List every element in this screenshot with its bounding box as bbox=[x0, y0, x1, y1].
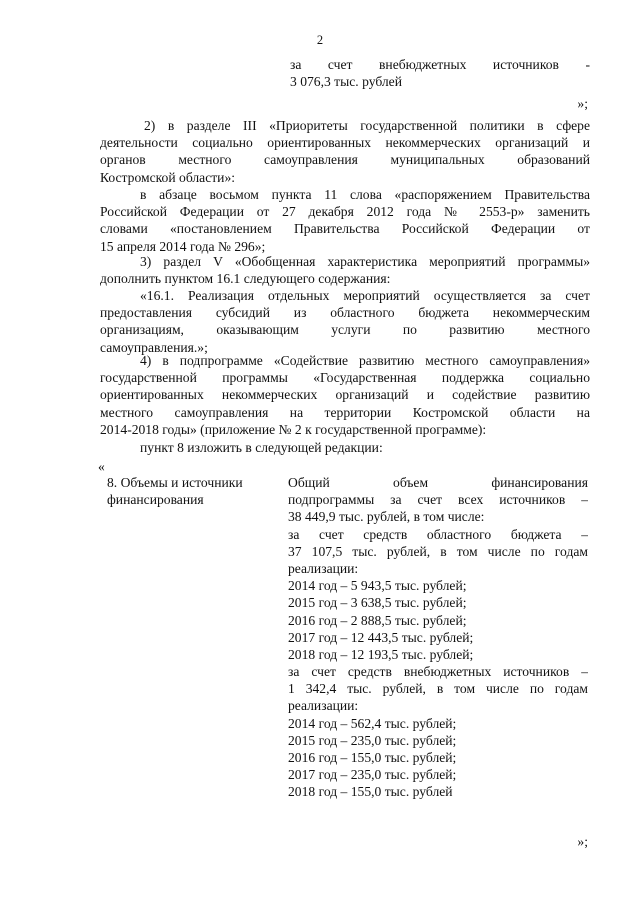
text-line: 2016 год – 155,0 тыс. рублей; bbox=[288, 750, 457, 765]
point-16-1-paragraph bbox=[100, 287, 590, 356]
abzac-paragraph bbox=[100, 186, 590, 255]
text-line: местного самоуправления на территории Костромской области на bbox=[100, 404, 590, 420]
text-line: Российской Федерации от 27 декабря 2012 года № 2553-р» заменить bbox=[100, 204, 590, 220]
opening-quote: « bbox=[98, 459, 105, 474]
closing-quote: »; bbox=[577, 96, 588, 111]
text-line: 2015 год – 235,0 тыс. рублей; bbox=[288, 732, 457, 748]
text-line: 38 449,9 тыс. рублей, в том числе: bbox=[288, 509, 485, 525]
text-line: организациям, оказывающим услуги по развитию местного bbox=[100, 322, 590, 338]
text-line: деятельности социально ориентированных некоммерческих организаций и bbox=[100, 135, 590, 151]
text-line: 3 076,3 тыс. рублей bbox=[290, 74, 402, 90]
text-line: «16.1. Реализация отдельных мероприятий осуществляется за счет bbox=[140, 288, 590, 303]
text-line: 2018 год – 155,0 тыс. рублей bbox=[288, 784, 453, 800]
text-line: 2) в разделе III «Приоритеты государственной политики в сфере bbox=[144, 118, 590, 133]
text-line: 1 342,4 тыс. рублей, в том числе по годам bbox=[288, 681, 588, 697]
text-line: 2015 год – 3 638,5 тыс. рублей; bbox=[288, 595, 467, 611]
text-line: реализации: bbox=[288, 560, 359, 576]
text-line: финансирования bbox=[107, 492, 204, 508]
text-line: 2016 год – 2 888,5 тыс. рублей; bbox=[288, 612, 467, 628]
closing-quote-bottom: »; bbox=[577, 834, 588, 849]
text-line: дополнить пунктом 16.1 следующего содержания: bbox=[100, 271, 391, 287]
top-continuation bbox=[290, 56, 590, 90]
text-line: в абзаце восьмом пункта 11 слова «распоряжением Правительства bbox=[140, 187, 590, 202]
text-line: за счет средств внебюджетных источников – bbox=[288, 664, 588, 680]
text-line: предоставления субсидий из областного бюджета некоммерческим bbox=[100, 305, 590, 321]
text-line: 2017 год – 12 443,5 тыс. рублей; bbox=[288, 629, 474, 645]
text-line: реализации: bbox=[288, 698, 359, 714]
text-line: подпрограммы за счет всех источников – bbox=[288, 492, 588, 508]
text-line: 2017 год – 235,0 тыс. рублей; bbox=[288, 767, 457, 783]
page-number: 2 bbox=[316, 33, 324, 47]
table-left-cell bbox=[107, 474, 277, 508]
text-line: государственной программы «Государственная поддержка социально bbox=[100, 370, 590, 386]
item-3-paragraph bbox=[100, 253, 590, 287]
item-2-paragraph bbox=[100, 117, 590, 186]
text-line: самоуправления.»; bbox=[100, 339, 208, 355]
text-line: 15 апреля 2014 года № 296»; bbox=[100, 238, 266, 254]
text-line: 3) раздел V «Обобщенная характеристика мероприятий программы» bbox=[140, 254, 590, 269]
text-line: за счет внебюджетных источников - bbox=[290, 57, 590, 72]
table-right-cell bbox=[288, 474, 588, 801]
text-line: 4) в подпрограмме «Содействие развитию местного самоуправления» bbox=[140, 353, 590, 368]
text-line: Костромской области»: bbox=[100, 169, 236, 185]
text-line: словами «постановлением Правительства Российской Федерации от bbox=[100, 221, 590, 237]
text-line: 8. Объемы и источники bbox=[107, 475, 243, 490]
item-4-paragraph bbox=[100, 352, 590, 438]
text-line: за счет средств областного бюджета – bbox=[288, 526, 588, 542]
text-line: 2018 год – 12 193,5 тыс. рублей; bbox=[288, 646, 474, 662]
text-line: 2014-2018 годы» (приложение № 2 к государственной программе): bbox=[100, 421, 487, 437]
text-line: органов местного самоуправления муниципальных образований bbox=[100, 152, 590, 168]
text-line: Общий объем финансирования bbox=[288, 475, 588, 490]
point-8-instruction: пункт 8 изложить в следующей редакции: bbox=[140, 440, 383, 455]
text-line: 2014 год – 5 943,5 тыс. рублей; bbox=[288, 578, 467, 594]
text-line: 37 107,5 тыс. рублей, в том числе по годам bbox=[288, 543, 588, 559]
text-line: ориентированных некоммерческих организаций и содействие развитию bbox=[100, 387, 590, 403]
text-line: 2014 год – 562,4 тыс. рублей; bbox=[288, 715, 457, 731]
